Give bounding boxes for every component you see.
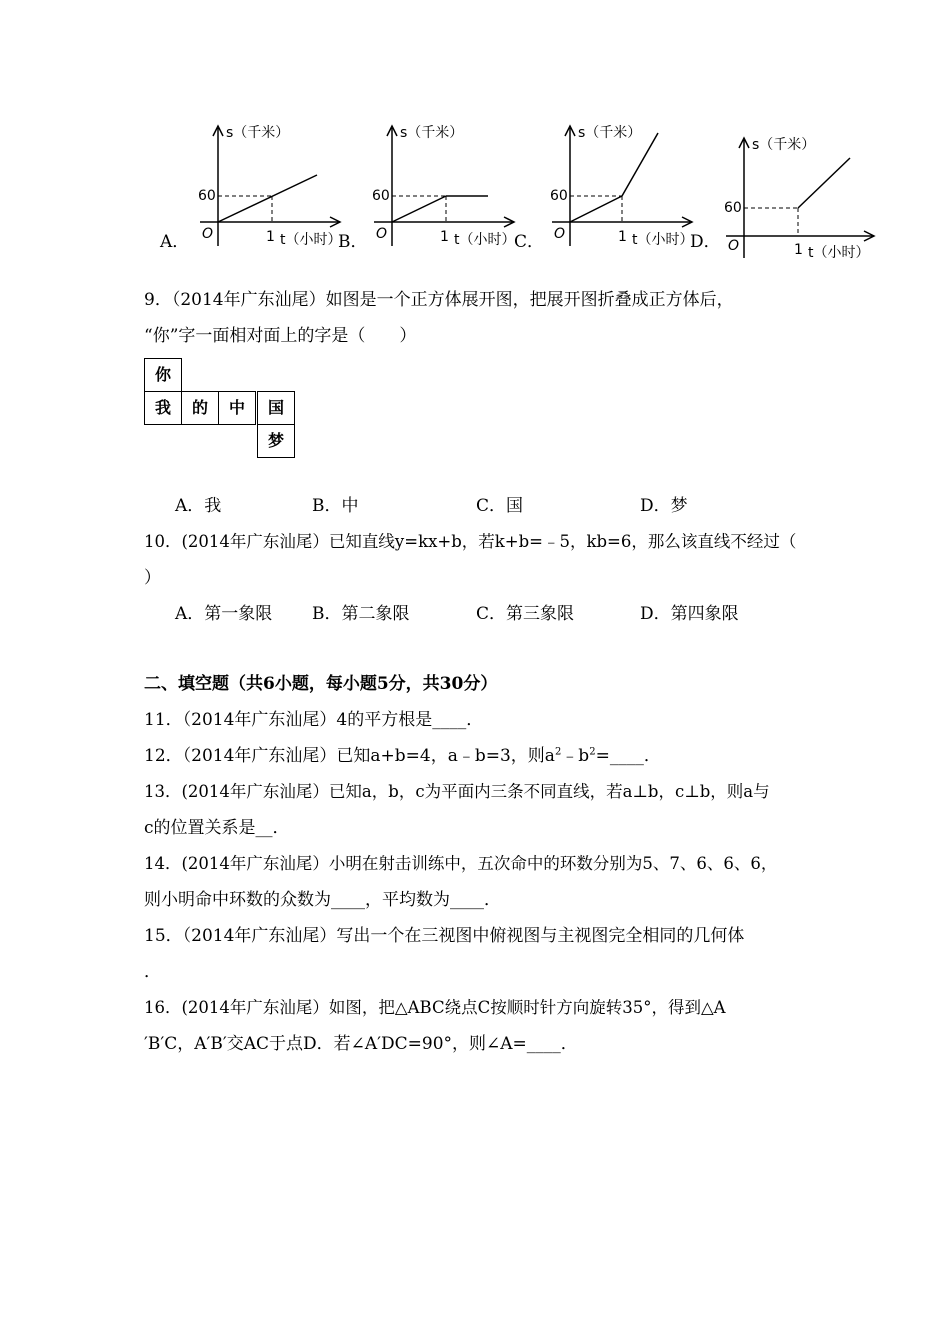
net-face-zhong: 中	[218, 391, 256, 425]
q9-line1: 9．（2014年广东汕尾）如图是一个正方体展开图，把展开图折叠成正方体后，	[144, 290, 734, 310]
q9-option-c: C．国	[476, 496, 524, 516]
q15-line1: 15．（2014年广东汕尾）写出一个在三视图中俯视图与主视图完全相同的几何体	[144, 926, 745, 946]
option-d-label: D．	[690, 232, 721, 252]
q9-option-b: B．中	[312, 496, 359, 516]
graph-d-origin: O	[728, 238, 740, 254]
q10-option-d: D．第四象限	[640, 604, 739, 624]
q13-line2: c的位置关系是__．	[144, 818, 290, 838]
q9-option-a: A．我	[175, 496, 222, 516]
net-face-de: 的	[181, 391, 219, 425]
q15-line2: ．	[144, 962, 161, 982]
q16-line2: ′B′C，A′B′交AC于点D．若∠A′DC=90°，则∠A=____．	[144, 1034, 578, 1054]
option-a-label: A．	[160, 232, 190, 252]
q12-sup1: 2	[554, 746, 562, 758]
q14-line1: 14．(2014年广东汕尾）小明在射击训练中，五次命中的环数分别为5、7、6、6、6，	[144, 854, 778, 873]
graph-d-x-label: t（小时）	[808, 245, 870, 261]
q14-line2: 则小明命中环数的众数为____，平均数为____．	[144, 890, 501, 910]
graph-b-x-tick: 1	[440, 229, 449, 245]
graph-a-origin: O	[202, 226, 214, 242]
q11: 11．（2014年广东汕尾）4的平方根是____．	[144, 710, 484, 730]
q9-line2: “你”字一面相对面上的字是（ ）	[144, 326, 417, 346]
section-heading: 二、填空题（共6小题，每小题5分，共30分）	[144, 674, 498, 694]
q10-option-b: B．第二象限	[312, 604, 410, 624]
graph-c-origin: O	[554, 226, 566, 242]
q12-post: =____．	[595, 746, 661, 766]
q12	[144, 744, 661, 768]
net-face-wo: 我	[144, 391, 182, 425]
net-face-meng: 梦	[257, 424, 295, 458]
graph-d-x-tick: 1	[794, 242, 803, 258]
q10-line2: ）	[144, 568, 161, 588]
graph-c-x-label: t（小时）	[632, 232, 694, 248]
q12-mid: ﹣b	[561, 746, 590, 766]
graph-a-y-label: s（千米）	[226, 125, 290, 141]
graph-d-y-label: s（千米）	[752, 137, 816, 153]
cube-net	[144, 358, 304, 462]
option-b-label: B．	[338, 232, 368, 252]
q12-pre: 12．（2014年广东汕尾）已知a+b=4，a﹣b=3，则a	[144, 746, 555, 766]
graph-a-x-tick: 1	[266, 229, 275, 245]
q16-line1: 16．(2014年广东汕尾）如图，把△ABC绕点C按顺时针方向旋转35°，得到△A	[144, 998, 726, 1017]
graph-c-y-tick: 60	[550, 188, 568, 204]
graph-b-y-label: s（千米）	[400, 125, 464, 141]
option-c-label: C．	[514, 232, 545, 252]
q9-option-d: D．梦	[640, 496, 688, 516]
graph-a-y-tick: 60	[198, 188, 216, 204]
net-face-ni: 你	[144, 358, 182, 392]
graph-c-x-tick: 1	[618, 229, 627, 245]
graph-b-y-tick: 60	[372, 188, 390, 204]
q10-option-a: A．第一象限	[175, 604, 273, 624]
graph-b-x-label: t（小时）	[454, 232, 516, 248]
graph-c-y-label: s（千米）	[578, 125, 642, 141]
graph-b-origin: O	[376, 226, 388, 242]
graph-d-y-tick: 60	[724, 200, 742, 216]
graph-a-x-label: t（小时）	[280, 232, 342, 248]
q10-line1: 10．(2014年广东汕尾）已知直线y=kx+b，若k+b=﹣5，kb=6，那么该直线不经过（	[144, 532, 797, 551]
q10-option-c: C．第三象限	[476, 604, 575, 624]
q13-line1: 13．(2014年广东汕尾）已知a，b，c为平面内三条不同直线，若a⊥b，c⊥b，则a与	[144, 782, 770, 801]
q12-sup2: 2	[589, 746, 596, 758]
net-face-guo: 国	[257, 391, 295, 425]
